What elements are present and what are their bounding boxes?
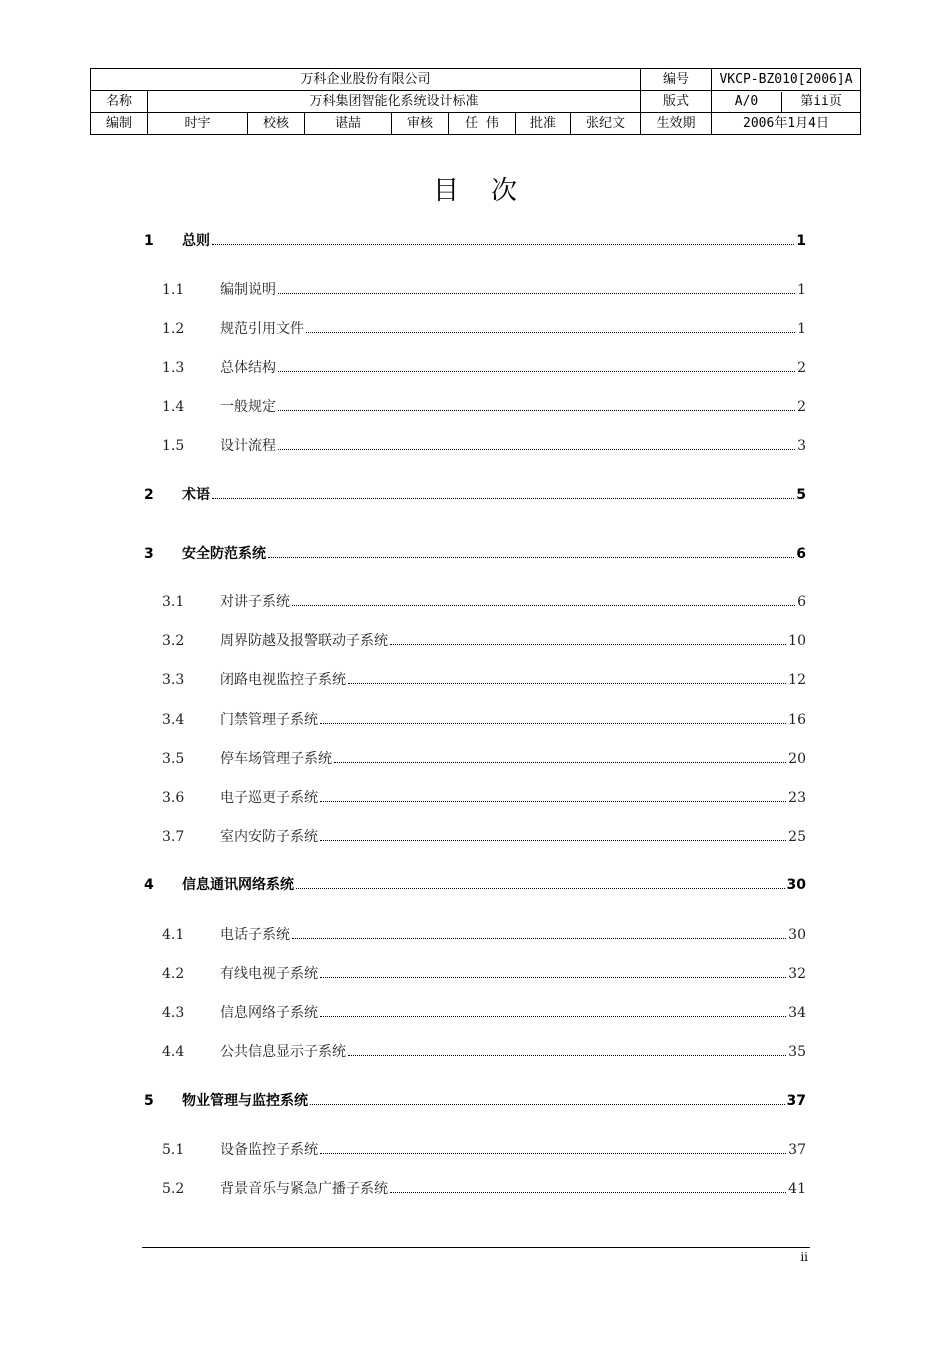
toc-entry[interactable] <box>0 1139 950 1161</box>
toc-entry[interactable] <box>0 826 950 848</box>
toc-entry-number: 4.1 <box>162 927 185 943</box>
toc-entry-number: 4 <box>144 877 154 893</box>
toc-entry-line <box>220 630 806 652</box>
toc-entry[interactable] <box>0 435 950 457</box>
toc-entry-page: 16 <box>788 712 806 728</box>
toc-entry-number: 1 <box>144 233 154 249</box>
toc-entry[interactable] <box>0 1002 950 1024</box>
toc-leader-dots <box>334 749 786 763</box>
toc-entry-title: 一般规定 <box>220 399 276 415</box>
checker-label: 校核 <box>248 113 305 135</box>
header-row-signoff <box>91 113 861 135</box>
format-value <box>712 91 861 113</box>
toc-entry[interactable] <box>0 669 950 691</box>
toc-leader-dots <box>320 710 786 724</box>
toc-entry-page: 20 <box>788 751 806 767</box>
format-label: 版式 <box>641 91 712 113</box>
toc-entry[interactable] <box>0 357 950 379</box>
toc-entry-number: 1.3 <box>162 360 185 376</box>
toc-entry-page: 1 <box>797 321 806 337</box>
toc-entry-page: 6 <box>797 594 806 610</box>
effective-label: 生效期 <box>641 113 712 135</box>
toc-entry-line <box>220 669 806 691</box>
toc-entry[interactable] <box>0 396 950 418</box>
approver-label: 批准 <box>516 113 571 135</box>
toc-entry[interactable] <box>0 963 950 985</box>
toc-entry-title: 术语 <box>182 487 210 503</box>
toc-entry-line <box>220 591 806 613</box>
toc-entry-number: 5 <box>144 1093 154 1109</box>
toc-leader-dots <box>278 436 795 450</box>
toc-leader-dots <box>320 827 786 841</box>
toc-leader-dots <box>212 231 794 245</box>
toc-entry-number: 1.2 <box>162 321 185 337</box>
toc-entry-page: 2 <box>797 399 806 415</box>
footer-page-number: ii <box>800 1250 808 1264</box>
toc-entry-line <box>182 874 806 896</box>
toc-entry-title: 总则 <box>182 233 210 249</box>
toc-entry-title: 编制说明 <box>220 282 276 298</box>
page-title: 目次 <box>432 176 549 206</box>
toc-entry-page: 3 <box>797 438 806 454</box>
toc-entry[interactable] <box>0 874 950 896</box>
toc-entry-number: 5.1 <box>162 1142 185 1158</box>
toc-entry-number: 3.1 <box>162 594 185 610</box>
toc-entry-number: 4.3 <box>162 1005 185 1021</box>
toc-entry-title: 电子巡更子系统 <box>220 790 318 806</box>
toc-entry[interactable] <box>0 924 950 946</box>
toc-entry-title: 门禁管理子系统 <box>220 712 318 728</box>
toc-entry-page: 6 <box>796 546 806 562</box>
toc-leader-dots <box>310 1091 785 1105</box>
toc-entry[interactable] <box>0 543 950 565</box>
toc-entry-line <box>220 826 806 848</box>
toc-entry-number: 2 <box>144 487 154 503</box>
toc-entry-number: 3.7 <box>162 829 185 845</box>
toc-leader-dots <box>296 875 785 889</box>
header-row-company <box>91 69 861 91</box>
toc-entry-number: 3.6 <box>162 790 185 806</box>
toc-entry-number: 3.4 <box>162 712 185 728</box>
toc-entry-number: 1.1 <box>162 282 185 298</box>
toc-leader-dots <box>212 485 794 499</box>
approver-value: 张纪文 <box>571 113 641 135</box>
toc-entry-title: 公共信息显示子系统 <box>220 1044 346 1060</box>
toc-entry-line <box>220 1178 806 1200</box>
toc-leader-dots <box>278 397 795 411</box>
name-label: 名称 <box>91 91 148 113</box>
toc-entry[interactable] <box>0 318 950 340</box>
author-label: 编制 <box>91 113 148 135</box>
toc-entry-line <box>220 435 806 457</box>
toc-entry-page: 32 <box>788 966 806 982</box>
toc-entry-line <box>220 1139 806 1161</box>
toc-leader-dots <box>320 788 786 802</box>
toc-entry-line <box>220 396 806 418</box>
toc-entry-page: 5 <box>796 487 806 503</box>
toc-entry-line <box>220 1041 806 1063</box>
toc-entry-page: 30 <box>786 877 806 893</box>
toc-entry-title: 设计流程 <box>220 438 276 454</box>
toc-entry[interactable] <box>0 1041 950 1063</box>
toc-leader-dots <box>320 1003 786 1017</box>
header-row-name <box>91 91 861 113</box>
toc-entry-page: 41 <box>788 1181 806 1197</box>
toc-entry-page: 12 <box>788 672 806 688</box>
toc-entry[interactable] <box>0 748 950 770</box>
toc-entry-line <box>220 279 806 301</box>
toc-entry[interactable] <box>0 630 950 652</box>
toc-entry-line <box>182 230 806 252</box>
company-name: 万科企业股份有限公司 <box>91 69 641 91</box>
toc-entry-title: 设备监控子系统 <box>220 1142 318 1158</box>
name-value: 万科集团智能化系统设计标准 <box>148 91 641 113</box>
toc-entry-page: 25 <box>788 829 806 845</box>
document-header-table <box>90 68 861 135</box>
reviewer-value: 任 伟 <box>449 113 516 135</box>
toc-entry-page: 37 <box>786 1093 806 1109</box>
toc-entry-title: 闭路电视监控子系统 <box>220 672 346 688</box>
toc-entry-title: 室内安防子系统 <box>220 829 318 845</box>
effective-value: 2006年1月4日 <box>712 113 861 135</box>
toc-entry[interactable] <box>0 1090 950 1112</box>
toc-entry[interactable] <box>0 279 950 301</box>
reviewer-label: 审核 <box>392 113 449 135</box>
toc-entry-line <box>220 1002 806 1024</box>
toc-entry-page: 1 <box>796 233 806 249</box>
toc-entry-number: 4.4 <box>162 1044 185 1060</box>
toc-leader-dots <box>390 1179 786 1193</box>
toc-entry-line <box>220 748 806 770</box>
toc-entry-title: 规范引用文件 <box>220 321 304 337</box>
number-value: VKCP-BZ010[2006]A <box>712 69 861 91</box>
toc-entry-line <box>220 924 806 946</box>
toc-leader-dots <box>348 1042 786 1056</box>
footer-divider <box>142 1247 810 1248</box>
toc-entry-page: 2 <box>797 360 806 376</box>
toc-leader-dots <box>320 964 786 978</box>
toc-leader-dots <box>292 592 795 606</box>
toc-entry-title: 安全防范系统 <box>182 546 266 562</box>
toc-leader-dots <box>278 358 795 372</box>
toc-entry-line <box>220 709 806 731</box>
toc-leader-dots <box>390 631 786 645</box>
toc-entry-title: 物业管理与监控系统 <box>182 1093 308 1109</box>
toc-leader-dots <box>348 670 786 684</box>
toc-leader-dots <box>278 280 795 294</box>
toc-entry-page: 35 <box>788 1044 806 1060</box>
toc-entry-line <box>220 357 806 379</box>
checker-value: 谌喆 <box>305 113 392 135</box>
toc-entry-number: 3.2 <box>162 633 185 649</box>
author-value: 时宇 <box>148 113 248 135</box>
toc-entry-title: 总体结构 <box>220 360 276 376</box>
toc-leader-dots <box>292 925 786 939</box>
toc-entry-line <box>182 543 806 565</box>
toc-entry[interactable] <box>0 1178 950 1200</box>
toc-entry-number: 3.5 <box>162 751 185 767</box>
toc-entry[interactable] <box>0 230 950 252</box>
toc-entry-line <box>182 484 806 506</box>
toc-entry-title: 对讲子系统 <box>220 594 290 610</box>
toc-entry-line <box>220 963 806 985</box>
toc-entry-line <box>220 787 806 809</box>
toc-leader-dots <box>320 1140 786 1154</box>
toc-entry-line <box>220 318 806 340</box>
toc-entry-title: 停车场管理子系统 <box>220 751 332 767</box>
toc-entry-number: 1.5 <box>162 438 185 454</box>
toc-entry-number: 3.3 <box>162 672 185 688</box>
toc-entry-page: 34 <box>788 1005 806 1021</box>
toc-entry-title: 周界防越及报警联动子系统 <box>220 633 388 649</box>
toc-entry-page: 30 <box>788 927 806 943</box>
toc-entry-number: 1.4 <box>162 399 185 415</box>
toc-entry-title: 有线电视子系统 <box>220 966 318 982</box>
toc-entry[interactable] <box>0 709 950 731</box>
format-version: A/0 <box>712 92 782 112</box>
toc-entry[interactable] <box>0 787 950 809</box>
toc-entry[interactable] <box>0 484 950 506</box>
number-label: 编号 <box>641 69 712 91</box>
toc-entry-title: 背景音乐与紧急广播子系统 <box>220 1181 388 1197</box>
toc-entry-page: 23 <box>788 790 806 806</box>
toc-entry-title: 信息通讯网络系统 <box>182 877 294 893</box>
toc-leader-dots <box>268 544 794 558</box>
toc-entry-number: 3 <box>144 546 154 562</box>
toc-entry-line <box>182 1090 806 1112</box>
toc-entry-title: 信息网络子系统 <box>220 1005 318 1021</box>
toc-entry-page: 37 <box>788 1142 806 1158</box>
toc-entry-number: 4.2 <box>162 966 185 982</box>
page-number: 第ii页 <box>800 93 842 109</box>
toc-entry-page: 1 <box>797 282 806 298</box>
toc-entry-title: 电话子系统 <box>220 927 290 943</box>
toc-leader-dots <box>306 319 795 333</box>
toc-entry-number: 5.2 <box>162 1181 185 1197</box>
toc-entry[interactable] <box>0 591 950 613</box>
toc-entry-page: 10 <box>788 633 806 649</box>
